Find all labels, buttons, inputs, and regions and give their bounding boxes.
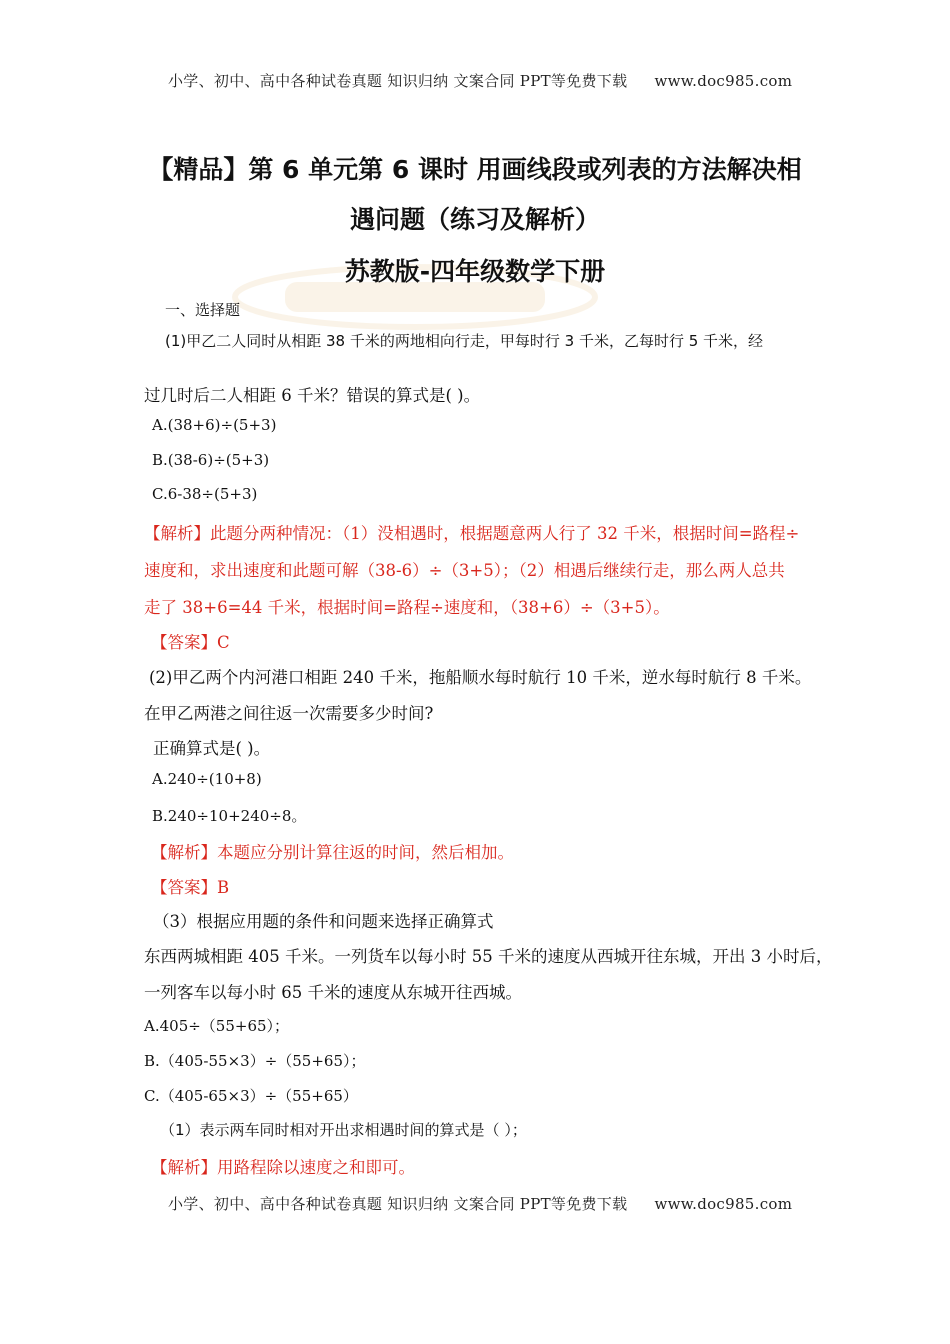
q3-sub-question-1: （1）表示两车同时相对开出求相遇时间的算式是（ ）； bbox=[160, 1121, 527, 1139]
q1-option-b: B.(38-6)÷(5+3) bbox=[152, 451, 270, 469]
q2-answer-label: 【答案】 bbox=[151, 878, 217, 897]
q2-answer bbox=[151, 874, 229, 898]
footer-url[interactable]: www.doc985.com bbox=[654, 1195, 793, 1213]
footer-text: 小学、初中、高中各种试卷真题 知识归纳 文案合同 PPT等免费下载 bbox=[168, 1195, 628, 1213]
q1-answer bbox=[151, 629, 230, 653]
q1-option-c: C.6-38÷(5+3) bbox=[152, 485, 258, 503]
q3-analysis bbox=[151, 1154, 415, 1178]
doc-subtitle: 苏教版-四年级数学下册 bbox=[344, 257, 606, 286]
q2-answer-value: B bbox=[217, 878, 230, 897]
q2-analysis bbox=[151, 839, 514, 863]
q1-stem-line-2: 过几时后二人相距 6 千米？错误的算式是( )。 bbox=[144, 386, 481, 405]
q2-option-a: A.240÷(10+8) bbox=[152, 770, 262, 788]
q3-analysis-text: 用路程除以速度之和即可。 bbox=[217, 1158, 415, 1177]
q2-analysis-text: 本题应分别计算往返的时间，然后相加。 bbox=[217, 843, 514, 862]
q2-stem-line-3: 正确算式是( )。 bbox=[153, 739, 271, 758]
q1-option-a: A.(38+6)÷(5+3) bbox=[152, 416, 277, 434]
section-heading: 一、选择题 bbox=[165, 301, 241, 319]
q1-answer-value: C bbox=[217, 633, 230, 652]
q3-stem-line-2: 东西两城相距 405 千米。一列货车以每小时 55 千米的速度从西城开往东城，开出 3 小时后， bbox=[144, 947, 833, 966]
doc-title-line-1: 【精品】第 6 单元第 6 课时 用画线段或列表的方法解决相 bbox=[148, 155, 802, 184]
q2-stem-line-1: (2)甲乙两个内河港口相距 240 千米，拖船顺水每时航行 10 千米，逆水每时航行 8 千米。 bbox=[149, 668, 812, 687]
header-text: 小学、初中、高中各种试卷真题 知识归纳 文案合同 PPT等免费下载 bbox=[168, 72, 628, 90]
header-url[interactable]: www.doc985.com bbox=[654, 72, 793, 90]
page-footer bbox=[168, 1193, 792, 1214]
page-header bbox=[168, 70, 792, 91]
q1-stem-line-1: (1)甲乙二人同时从相距 38 千米的两地相向行走，甲每时行 3 千米，乙每时行 5 千米，经 bbox=[165, 332, 764, 350]
doc-title-line-2: 遇问题（练习及解析） bbox=[349, 205, 600, 234]
q3-option-c: C.（405-65×3）÷（55+65） bbox=[144, 1087, 358, 1105]
q2-option-b: B.240÷10+240÷8。 bbox=[152, 807, 307, 825]
q2-stem-line-2: 在甲乙两港之间往返一次需要多少时间? bbox=[144, 704, 434, 723]
q3-stem-line-1: （3）根据应用题的条件和问题来选择正确算式 bbox=[153, 912, 494, 931]
q2-analysis-label: 【解析】 bbox=[151, 843, 217, 862]
q3-option-a: A.405÷（55+65）； bbox=[144, 1017, 290, 1035]
q3-option-b: B.（405-55×3）÷（55+65）； bbox=[144, 1052, 366, 1070]
q1-analysis-line-1: 【解析】此题分两种情况：（1）没相遇时，根据题意两人行了 32 千米，根据时间=路程÷ bbox=[144, 524, 800, 543]
q1-analysis-line-2: 速度和，求出速度和此题可解（38-6）÷（3+5）；（2）相遇后继续行走，那么两人总共 bbox=[144, 561, 785, 580]
q3-stem-line-3: 一列客车以每小时 65 千米的速度从东城开往西城。 bbox=[144, 983, 522, 1002]
q1-answer-label: 【答案】 bbox=[151, 633, 217, 652]
q1-analysis-line-3: 走了 38+6=44 千米，根据时间=路程÷速度和，（38+6）÷（3+5）。 bbox=[144, 598, 670, 617]
q3-analysis-label: 【解析】 bbox=[151, 1158, 217, 1177]
